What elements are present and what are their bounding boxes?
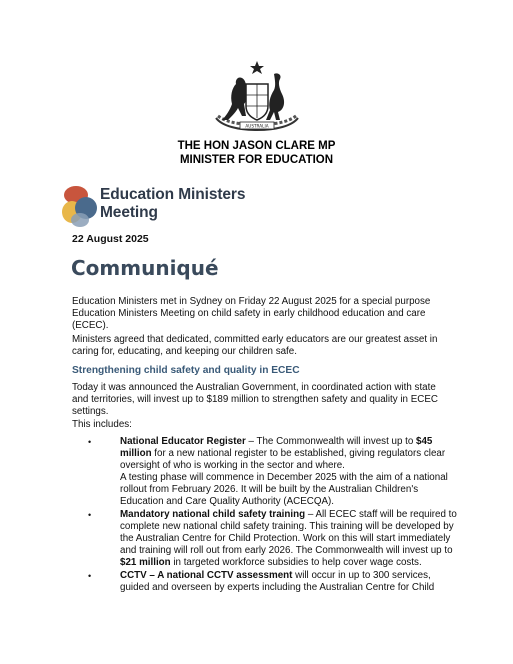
bullet-text-cont: in targeted workforce subsidies to help cover wage costs. (170, 557, 422, 568)
includes-label: This includes: (72, 419, 132, 430)
bullet-bold-amount: $21 million (120, 557, 171, 568)
bullet-text: – The Commonwealth will invest up to (245, 436, 417, 447)
logo-line-2: Meeting (100, 204, 158, 221)
bullet-text: will occur in up to 300 services, guided and overseen by experts including the Australian Centre for Child (120, 570, 435, 593)
bullet-icon: • (88, 510, 92, 520)
communique-date: 22 August 2025 (72, 233, 149, 245)
list-item (72, 436, 462, 508)
bullet-text-cont: for a new national register to be established, giving regulators clear oversight of who is working in the sector and where. (120, 448, 446, 471)
bullet-icon: • (88, 437, 92, 447)
measures-list (72, 436, 462, 595)
bullet-icon: • (88, 571, 92, 581)
logo-text (100, 186, 245, 222)
page-title: Communiqué (71, 256, 219, 280)
section-heading: Strengthening child safety and quality in ECEC (72, 365, 300, 376)
bullet-bold: Mandatory national child safety training (120, 509, 306, 520)
list-item (72, 570, 462, 594)
bullet-bold-amount: $45 million (120, 436, 433, 459)
announcement-paragraph: Today it was announced the Australian Government, in coordinated action with state and territories, will invest up to $189 million to strengthen safety and quality in ECEC settings. (72, 382, 438, 417)
list-item (72, 509, 462, 569)
bullet-bold: National Educator Register (120, 436, 246, 447)
minister-name: THE HON JASON CLARE MP (177, 140, 336, 152)
bullet-text: – All ECEC staff will be required to complete new national child safety training. This training will be developed by the Australian Centre for Child Protection. Work on this will start immediately and training will roll out from early 2026. The Commonwealth will invest up to (120, 509, 457, 556)
ministers-agreed-paragraph: Ministers agreed that dedicated, committed early educators are our greatest asset in caring for, educating, and keeping our children safe. (72, 334, 438, 357)
bullet-bold: CCTV – A national CCTV assessment (120, 570, 293, 581)
minister-title: MINISTER FOR EDUCATION (179, 154, 334, 166)
crest-banner-text: AUSTRALIA (245, 123, 269, 129)
bullet-subtext: A testing phase will commence in December 2025 with the aim of a national rollout from February 2026. It will be built by the Australian Children's Education and Care Quality Authority (ACECQA). (120, 472, 448, 507)
coat-of-arms-logo (208, 60, 306, 134)
intro-paragraph: Education Ministers met in Sydney on Friday 22 August 2025 for a special purpose Education Ministers Meeting on child safety in early childhood education and care (ECEC). (72, 296, 431, 331)
logo-line-1: Education Ministers (100, 186, 246, 203)
